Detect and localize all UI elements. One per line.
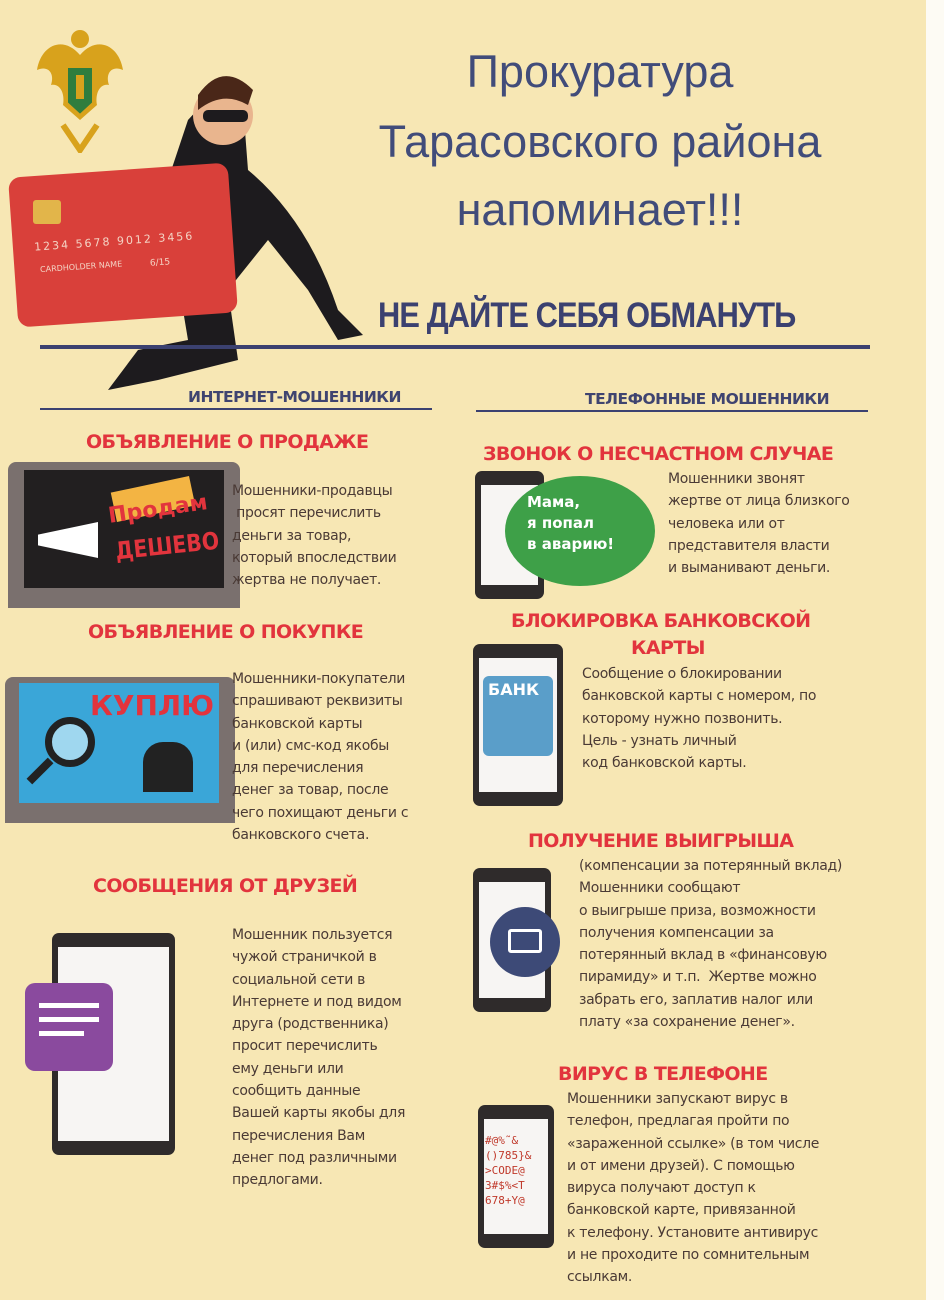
title-line-3: напоминает!!! [456,184,744,235]
text-purchase-ad: Мошенники-покупатели спрашивают реквизиты банковской карты и (или) смс-код якобы для перечисления денег за товар, после чего похищают деньги с банковского счета. [232,671,409,844]
laptop-illustration [5,677,235,823]
bubble-line-1: Мама, [527,493,581,511]
sale-word-1: Продам [106,490,210,529]
laptop-illustration [8,462,240,608]
buy-word: КУПЛЮ [90,689,215,722]
necklace-icon [143,742,193,792]
card-number: 1234 5678 9012 3456 [33,229,195,254]
bank-message-icon [483,676,553,756]
text-sale-ad: Мошенники-продавцы просят перечислить деньги за товар, который впоследствии жертва не получает. [232,483,397,589]
virus-code-line: ()785}& [485,1149,532,1162]
heading-prize: ПОЛУЧЕНИЕ ВЫИГРЫША [528,830,794,852]
text-prize: (компенсации за потерянный вклад) Мошенники сообщают о выигрыше приза, возможности получения компенсации за потерянный вклад в «финансовую пирамиду» и т.п. Жертве можно забрать его, заплатив налог или плату «за сохранение денег». [579,858,843,1031]
title-line-1: Прокуратура [466,46,734,97]
heading-card-block-2: КАРТЫ [631,637,705,659]
slogan: НЕ ДАЙТЕ СЕБЯ ОБМАНУТЬ [378,296,796,335]
section-underline [476,410,868,412]
heading-card-block: БЛОКИРОВКА БАНКОВСКОЙ [511,610,811,632]
bubble-line-2: я попал [527,514,594,532]
heading-friends-messages: СООБЩЕНИЯ ОТ ДРУЗЕЙ [93,875,358,897]
text-card-block: Сообщение о блокировании банковской карты с номером, по которому нужно позвонить. Цель - узнать личный код банковской карты. [582,666,817,772]
heading-purchase-ad: ОБЪЯВЛЕНИЕ О ПОКУПКЕ [88,621,364,643]
header-divider [40,345,870,349]
virus-code-line: #@%˜& [485,1134,519,1147]
heading-accident-call: ЗВОНОК О НЕСЧАСТНОМ СЛУЧАЕ [483,443,834,465]
text-virus: Мошенники запускают вирус в телефон, предлагая пройти по «зараженной ссылке» (в том числе и от имени друзей). С помощью вируса получают доступ к банковской карте, привязанной к телефону. Установите антивирус и не проходите по сомнительным ссылкам. [567,1091,820,1286]
bubble-line-3: в аварию! [527,535,615,553]
virus-code-line: 3#$%<T [485,1179,525,1192]
virus-code-line: 678+Y@ [485,1194,525,1207]
sale-word-2: ДЕШЕВО [114,526,221,566]
text-friends-messages: Мошенник пользуется чужой страничкой в социальной сети в Интернете и под видом друга (родственника) просит перечислить ему деньги или сообщить данные Вашей карты якобы для перечисления Вам денег под различными предлогами. [232,927,406,1189]
virus-code-line: >CODE@ [485,1164,525,1177]
section-title-internet: ИНТЕРНЕТ-МОШЕННИКИ [188,388,401,406]
message-bubble-icon [25,983,113,1071]
phone-illustration [478,1105,554,1248]
card-holder: CARDHOLDER NAME [39,259,123,275]
text-accident-call: Мошенники звонят жертве от лица близкого человека или от представителя власти и выманивают деньги. [668,471,850,577]
heading-virus: ВИРУС В ТЕЛЕФОНЕ [558,1063,768,1085]
bank-label: БАНК [488,680,540,699]
card-expiry: 6/15 [149,257,171,269]
magnifier-icon [45,717,95,767]
section-underline [40,408,432,410]
title-line-2: Тарасовского района [378,116,822,167]
heading-sale-ad: ОБЪЯВЛЕНИЕ О ПРОДАЖЕ [86,431,369,453]
speech-bubble-icon [505,476,655,586]
envelope-icon [490,907,560,977]
section-title-phone: ТЕЛЕФОННЫЕ МОШЕННИКИ [585,390,830,408]
